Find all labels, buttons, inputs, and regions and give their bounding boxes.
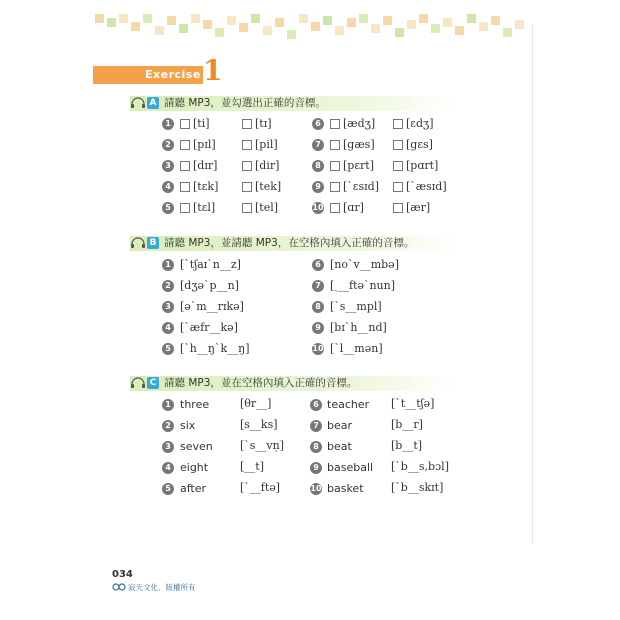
item-number: 1 (162, 118, 174, 130)
publisher-logo-icon (112, 583, 126, 591)
phonetic-blank[interactable]: [ˋs__vṇ] (240, 439, 285, 452)
item-number: 10 (312, 344, 324, 353)
answer-checkbox[interactable] (242, 119, 252, 129)
phonetic-blank[interactable]: [ˋt__tʃə] (391, 397, 435, 410)
vocab-word: baseball (327, 461, 374, 474)
option-text: [ˋæsɪd] (406, 180, 447, 193)
vocab-word: eight (180, 461, 209, 474)
publisher-credit: 寂天文化．版權所有 (128, 583, 196, 592)
answer-checkbox[interactable] (393, 161, 403, 171)
answer-checkbox[interactable] (393, 182, 403, 192)
item-number: 8 (310, 441, 322, 453)
option-text: [tel] (255, 201, 279, 214)
option-text: [ˋɛsɪd] (343, 180, 379, 193)
phonetic-blank[interactable]: [bɪˋh__nd] (330, 321, 387, 334)
item-number: 8 (312, 301, 324, 313)
vocab-word: after (180, 482, 207, 495)
phonetic-blank[interactable]: [əˋm__rɪkə] (180, 300, 244, 313)
phonetic-blank[interactable]: [ˋs__mpl] (330, 300, 382, 313)
answer-checkbox[interactable] (330, 161, 340, 171)
item-number: 2 (162, 280, 174, 292)
answer-checkbox[interactable] (242, 203, 252, 213)
option-text: [pɛrt] (343, 159, 375, 172)
headphone-icon (130, 377, 146, 389)
option-text: [dir] (255, 159, 280, 172)
item-number: 1 (162, 399, 174, 411)
item-number: 4 (162, 181, 174, 193)
item-number: 4 (162, 322, 174, 334)
phonetic-blank[interactable]: [s__ks] (240, 418, 278, 431)
option-text: [tɛl] (193, 201, 216, 214)
headphone-icon (130, 97, 146, 109)
item-number: 9 (310, 462, 322, 474)
answer-checkbox[interactable] (330, 203, 340, 213)
phonetic-blank[interactable]: [noˋv__mbə] (330, 258, 399, 271)
item-number: 5 (162, 483, 174, 495)
item-number: 7 (312, 139, 324, 151)
answer-checkbox[interactable] (393, 140, 403, 150)
answer-checkbox[interactable] (242, 161, 252, 171)
answer-checkbox[interactable] (242, 182, 252, 192)
item-number: 10 (310, 484, 322, 493)
phonetic-blank[interactable]: [__t] (240, 460, 265, 473)
vocab-word: beat (327, 440, 352, 453)
option-text: [gæs] (343, 138, 375, 151)
phonetic-blank[interactable]: [ˋtʃaɪˋn__z] (180, 258, 241, 271)
section-c-title: 請聽 MP3，並在空格內填入正確的音標。 (164, 377, 358, 389)
vocab-word: basket (327, 482, 364, 495)
phonetic-blank[interactable]: [b__r] (391, 418, 423, 431)
item-number: 7 (312, 280, 324, 292)
option-text: [pɪl] (193, 138, 216, 151)
answer-checkbox[interactable] (180, 140, 190, 150)
option-text: [ti] (193, 117, 210, 130)
phonetic-blank[interactable]: [θr__] (240, 397, 272, 410)
item-number: 2 (162, 420, 174, 432)
phonetic-blank[interactable]: [ˋæfr__kə] (180, 321, 238, 334)
phonetic-blank[interactable]: [ˋh__ŋˋk__ŋ] (180, 342, 250, 355)
answer-checkbox[interactable] (393, 119, 403, 129)
answer-checkbox[interactable] (393, 203, 403, 213)
item-number: 8 (312, 160, 324, 172)
option-text: [gɛs] (406, 138, 433, 151)
vocab-word: bear (327, 419, 353, 432)
exercise-label: Exercise (145, 68, 201, 81)
item-number: 3 (162, 301, 174, 313)
option-text: [ɛdʒ] (406, 117, 434, 130)
item-number: 7 (310, 420, 322, 432)
option-text: [dɪr] (193, 159, 218, 172)
answer-checkbox[interactable] (330, 182, 340, 192)
phonetic-blank[interactable]: [ˏ__ftəˋnun] (330, 279, 396, 292)
vocab-word: seven (180, 440, 213, 453)
answer-checkbox[interactable] (180, 119, 190, 129)
header-decoration (95, 14, 525, 48)
vocab-word: teacher (327, 398, 370, 411)
page-number: 034 (112, 569, 133, 580)
phonetic-blank[interactable]: [ˋb__skɪt] (391, 481, 444, 494)
phonetic-blank[interactable]: [ˋl__mən] (330, 342, 383, 355)
item-number: 6 (312, 259, 324, 271)
option-text: [pɑrt] (406, 159, 439, 172)
item-number: 4 (162, 462, 174, 474)
headphone-icon (130, 237, 146, 249)
phonetic-blank[interactable]: [dʒəˋp__n] (180, 279, 239, 292)
vocab-word: six (180, 419, 196, 432)
section-a-title: 請聽 MP3，並勾選出正確的音標。 (164, 97, 326, 109)
section-b-title: 請聽 MP3，並請聽 MP3，在空格內填入正確的音標。 (164, 237, 415, 249)
option-text: [tek] (255, 180, 282, 193)
answer-checkbox[interactable] (242, 140, 252, 150)
phonetic-blank[interactable]: [b__t] (391, 439, 423, 452)
answer-checkbox[interactable] (330, 140, 340, 150)
option-text: [ɑr] (343, 201, 364, 214)
option-text: [tɛk] (193, 180, 219, 193)
answer-checkbox[interactable] (180, 182, 190, 192)
item-number: 3 (162, 160, 174, 172)
option-text: [ær] (406, 201, 431, 214)
section-a-badge: A (147, 97, 159, 109)
item-number: 2 (162, 139, 174, 151)
answer-checkbox[interactable] (180, 161, 190, 171)
answer-checkbox[interactable] (180, 203, 190, 213)
exercise-number: 1 (203, 54, 223, 87)
section-c-badge: C (147, 377, 159, 389)
item-number: 9 (312, 181, 324, 193)
item-number: 5 (162, 202, 174, 214)
item-number: 1 (162, 259, 174, 271)
phonetic-blank[interactable]: [ˋ__ftə] (240, 481, 281, 494)
phonetic-blank[interactable]: [ˋb__s,bɔl] (391, 460, 449, 473)
vocab-word: three (180, 398, 210, 411)
option-text: [pil] (255, 138, 278, 151)
option-text: [ædʒ] (343, 117, 376, 130)
right-margin-line (532, 24, 533, 544)
item-number: 6 (310, 399, 322, 411)
answer-checkbox[interactable] (330, 119, 340, 129)
item-number: 6 (312, 118, 324, 130)
item-number: 3 (162, 441, 174, 453)
item-number: 5 (162, 343, 174, 355)
item-number: 9 (312, 322, 324, 334)
section-b-badge: B (147, 237, 159, 249)
option-text: [tɪ] (255, 117, 272, 130)
item-number: 10 (312, 203, 324, 212)
